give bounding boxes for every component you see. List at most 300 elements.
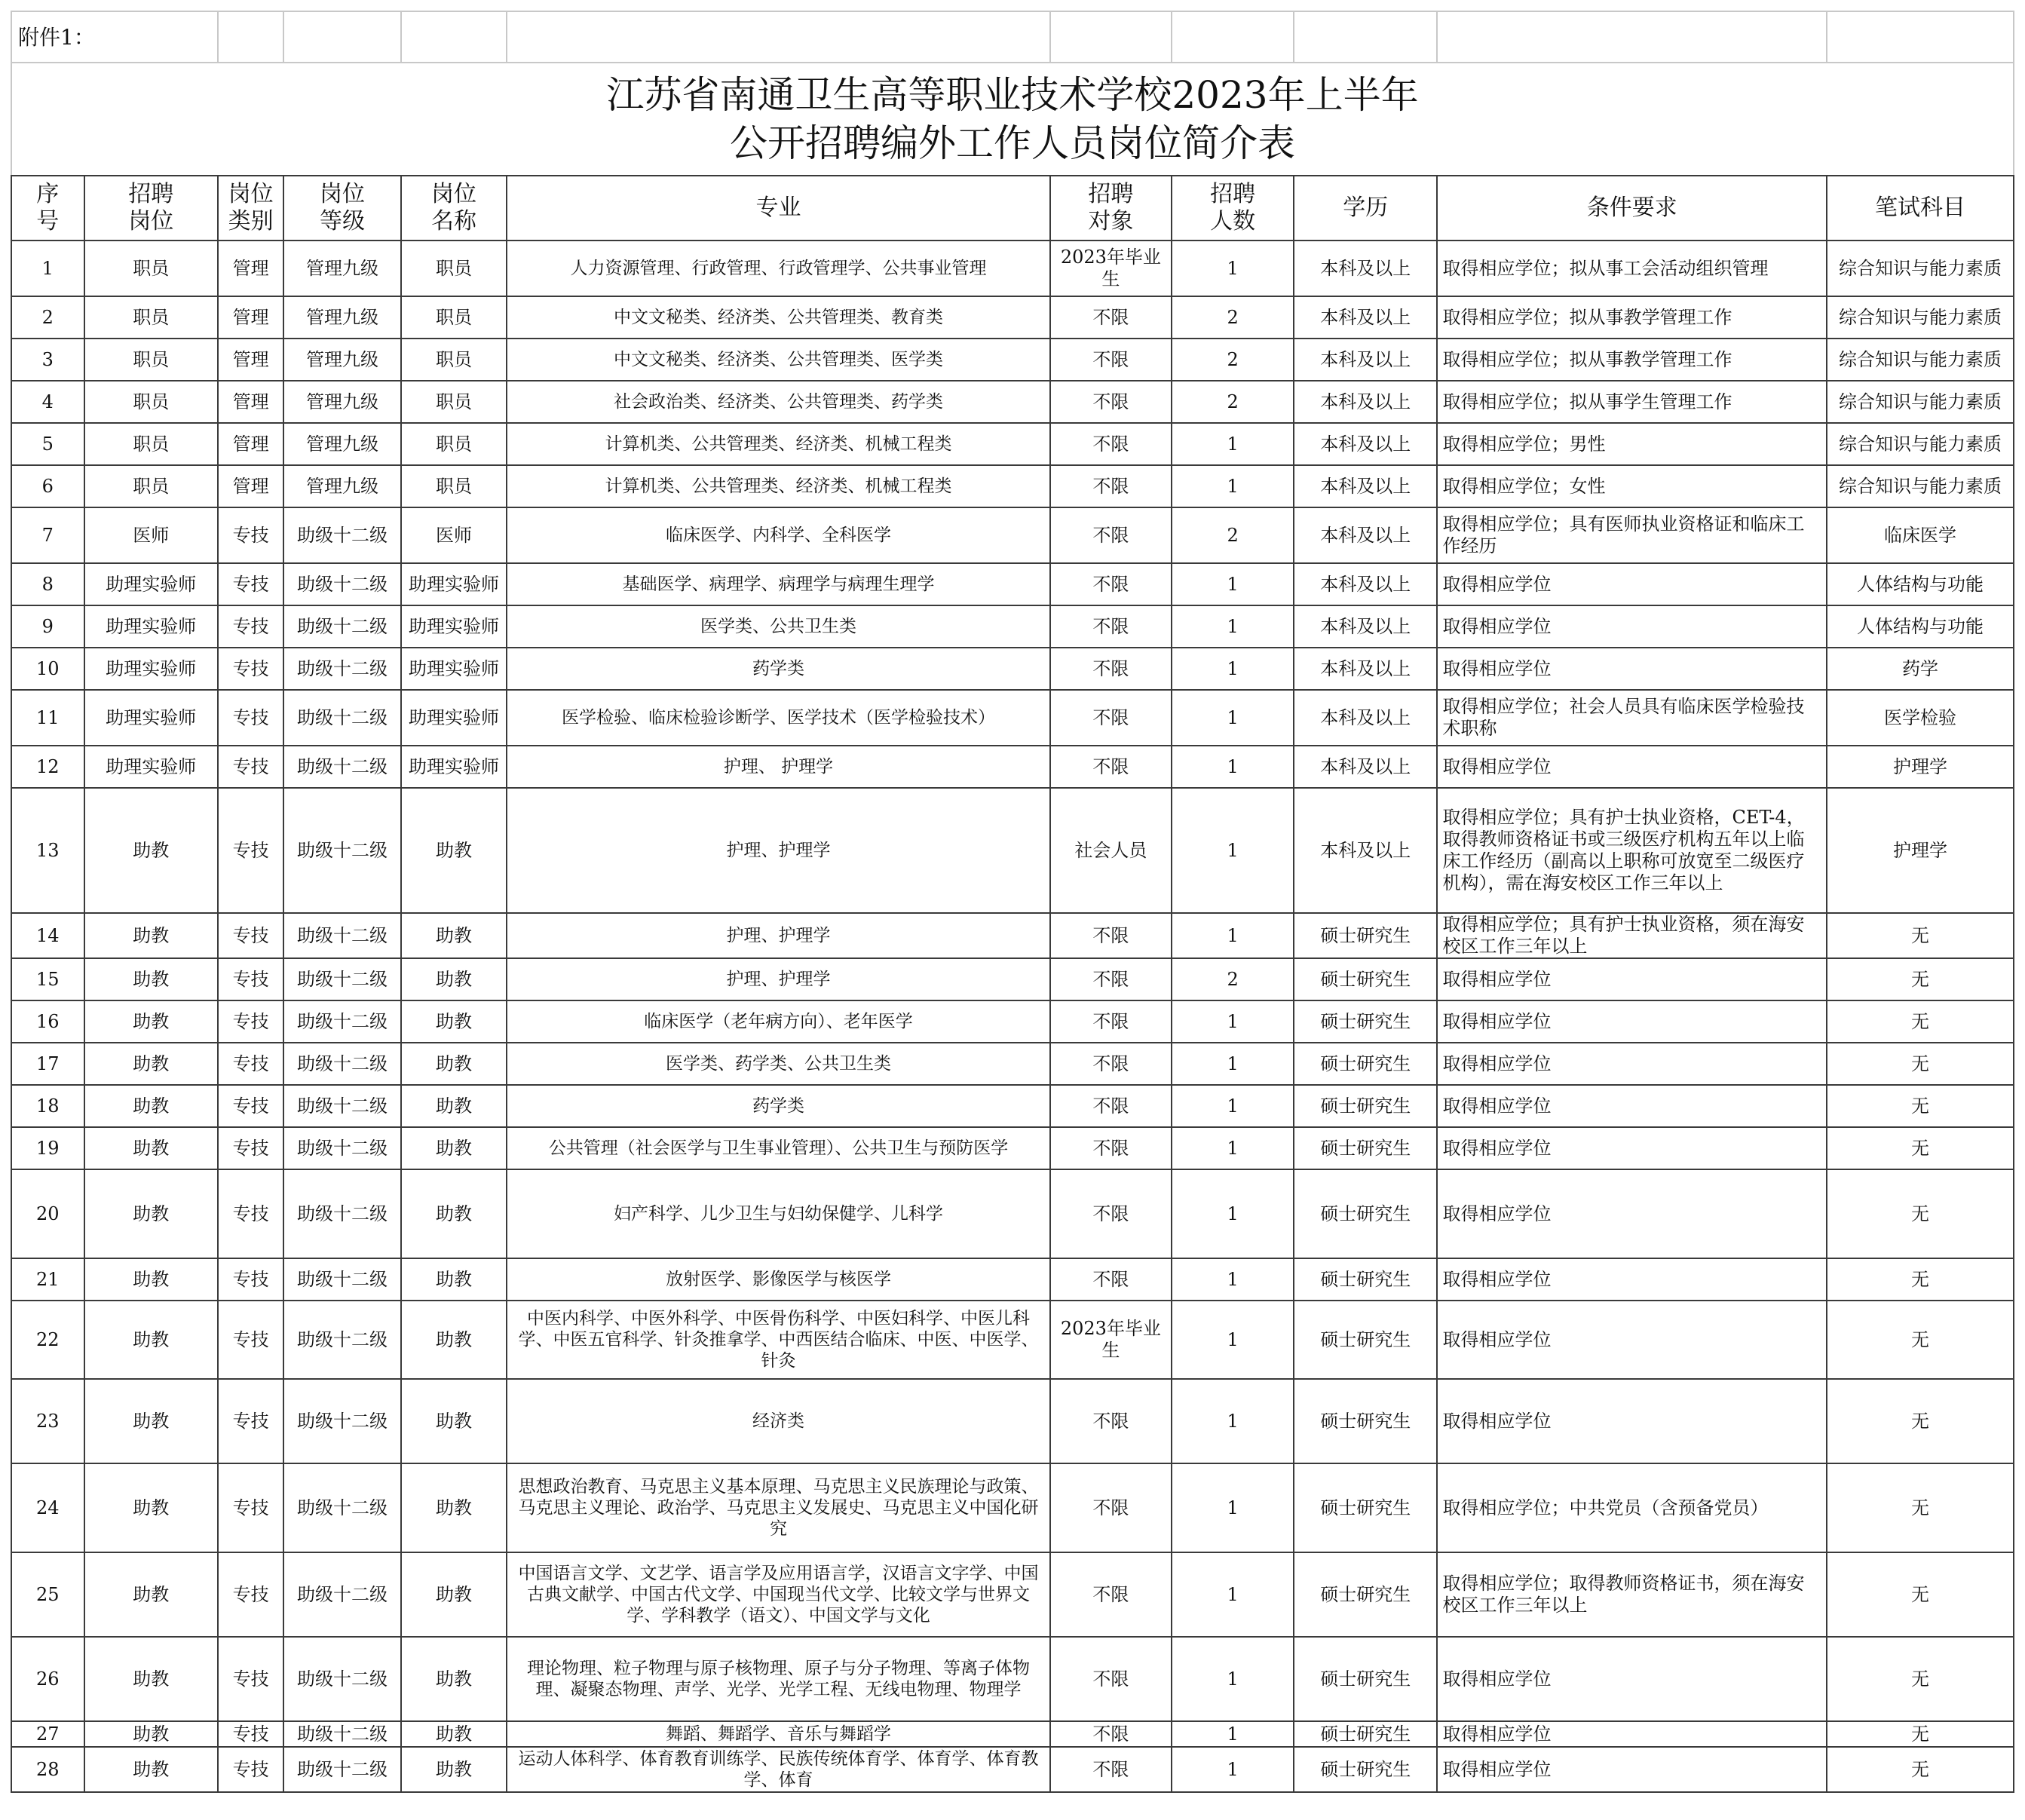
cell-target: 不限 — [1050, 465, 1172, 507]
cell-major: 计算机类、公共管理类、经济类、机械工程类 — [507, 465, 1049, 507]
cell-grade: 管理九级 — [283, 423, 400, 465]
cell-exam: 无 — [1827, 1000, 2014, 1043]
cell-exam: 人体结构与功能 — [1827, 563, 2014, 605]
cell-name: 职员 — [401, 423, 507, 465]
cell-category: 管理 — [218, 339, 283, 381]
cell-exam: 综合知识与能力素质 — [1827, 423, 2014, 465]
cell-no: 3 — [11, 339, 84, 381]
cell-no: 20 — [11, 1169, 84, 1258]
cell-education: 本科及以上 — [1294, 296, 1437, 339]
cell-education: 硕士研究生 — [1294, 1463, 1437, 1552]
cell-no: 23 — [11, 1379, 84, 1463]
cell-category: 专技 — [218, 648, 283, 690]
cell-name: 助教 — [401, 958, 507, 1000]
cell-no: 24 — [11, 1463, 84, 1552]
cell-grade: 助级十二级 — [283, 605, 400, 648]
cell-major: 理论物理、粒子物理与原子核物理、原子与分子物理、等离子体物理、凝聚态物理、声学、光学、光学工程、无线电物理、物理学 — [507, 1637, 1049, 1721]
cell-no: 19 — [11, 1127, 84, 1169]
cell-count: 1 — [1172, 1301, 1294, 1379]
cell-target: 不限 — [1050, 1747, 1172, 1792]
cell-no: 6 — [11, 465, 84, 507]
cell-post: 职员 — [84, 296, 218, 339]
cell-education: 本科及以上 — [1294, 648, 1437, 690]
cell-requirements: 取得相应学位 — [1437, 648, 1827, 690]
title-row — [11, 63, 2014, 176]
cell-target: 不限 — [1050, 1043, 1172, 1085]
cell-category: 专技 — [218, 1169, 283, 1258]
cell-exam: 综合知识与能力素质 — [1827, 241, 2014, 296]
recruitment-table-sheet — [11, 11, 2014, 1793]
header-row — [11, 176, 2014, 241]
cell-name: 助教 — [401, 1747, 507, 1792]
cell-count: 1 — [1172, 241, 1294, 296]
table-row — [11, 913, 2014, 958]
cell-requirements: 取得相应学位；取得教师资格证书，须在海安校区工作三年以上 — [1437, 1552, 1827, 1637]
table-row — [11, 1637, 2014, 1721]
cell-education: 本科及以上 — [1294, 563, 1437, 605]
cell-no: 28 — [11, 1747, 84, 1792]
cell-target: 不限 — [1050, 1379, 1172, 1463]
cell-requirements: 取得相应学位；具有医师执业资格证和临床工作经历 — [1437, 507, 1827, 563]
cell-target: 不限 — [1050, 1258, 1172, 1301]
cell-education: 硕士研究生 — [1294, 1721, 1437, 1747]
cell-category: 专技 — [218, 1463, 283, 1552]
cell-requirements: 取得相应学位 — [1437, 1085, 1827, 1127]
cell-requirements: 取得相应学位 — [1437, 1000, 1827, 1043]
header-exam: 笔试科目 — [1827, 176, 2014, 241]
cell-count: 2 — [1172, 507, 1294, 563]
cell-requirements: 取得相应学位 — [1437, 1637, 1827, 1721]
cell-grade: 助级十二级 — [283, 1000, 400, 1043]
cell-major: 舞蹈、舞蹈学、音乐与舞蹈学 — [507, 1721, 1049, 1747]
cell-exam: 无 — [1827, 1258, 2014, 1301]
cell-major: 药学类 — [507, 1085, 1049, 1127]
cell-target: 社会人员 — [1050, 788, 1172, 913]
cell-post: 助教 — [84, 1552, 218, 1637]
cell-grade: 管理九级 — [283, 241, 400, 296]
cell-major: 护理、护理学 — [507, 913, 1049, 958]
cell-count: 1 — [1172, 563, 1294, 605]
cell-category: 专技 — [218, 1000, 283, 1043]
cell-education: 本科及以上 — [1294, 788, 1437, 913]
cell-major: 护理、护理学 — [507, 788, 1049, 913]
cell-education: 本科及以上 — [1294, 339, 1437, 381]
cell-post: 助理实验师 — [84, 563, 218, 605]
cell-grade: 助级十二级 — [283, 1552, 400, 1637]
cell-count: 2 — [1172, 339, 1294, 381]
table-row — [11, 746, 2014, 788]
cell-name: 职员 — [401, 339, 507, 381]
cell-requirements: 取得相应学位；拟从事教学管理工作 — [1437, 296, 1827, 339]
cell-target: 不限 — [1050, 605, 1172, 648]
cell-education: 硕士研究生 — [1294, 1043, 1437, 1085]
cell-grade: 助级十二级 — [283, 958, 400, 1000]
table-row — [11, 1747, 2014, 1792]
cell-category: 专技 — [218, 507, 283, 563]
cell-requirements: 取得相应学位 — [1437, 1258, 1827, 1301]
cell-count: 2 — [1172, 958, 1294, 1000]
cell-name: 助教 — [401, 1127, 507, 1169]
cell-category: 专技 — [218, 913, 283, 958]
cell-requirements: 取得相应学位 — [1437, 605, 1827, 648]
cell-name: 职员 — [401, 241, 507, 296]
cell-grade: 助级十二级 — [283, 563, 400, 605]
title-line-1: 江苏省南通卫生高等职业技术学校2023年上半年 — [606, 73, 1419, 117]
cell-exam: 人体结构与功能 — [1827, 605, 2014, 648]
cell-count: 1 — [1172, 913, 1294, 958]
cell-name: 助教 — [401, 1258, 507, 1301]
cell-count: 1 — [1172, 1085, 1294, 1127]
cell-exam: 临床医学 — [1827, 507, 2014, 563]
cell-education: 本科及以上 — [1294, 423, 1437, 465]
cell-count: 1 — [1172, 423, 1294, 465]
cell-education: 本科及以上 — [1294, 605, 1437, 648]
cell-post: 助教 — [84, 1258, 218, 1301]
cell-category: 专技 — [218, 605, 283, 648]
cell-exam: 无 — [1827, 1552, 2014, 1637]
cell-no: 22 — [11, 1301, 84, 1379]
cell-post: 助理实验师 — [84, 690, 218, 746]
table-row — [11, 605, 2014, 648]
cell-target: 不限 — [1050, 648, 1172, 690]
cell-education: 本科及以上 — [1294, 381, 1437, 423]
table-row — [11, 1043, 2014, 1085]
cell-grade: 助级十二级 — [283, 1258, 400, 1301]
cell-name: 助教 — [401, 1301, 507, 1379]
table-row — [11, 1258, 2014, 1301]
cell-post: 职员 — [84, 381, 218, 423]
cell-no: 26 — [11, 1637, 84, 1721]
cell-education: 硕士研究生 — [1294, 1258, 1437, 1301]
cell-post: 助教 — [84, 1127, 218, 1169]
table-row — [11, 465, 2014, 507]
cell-name: 助教 — [401, 1000, 507, 1043]
cell-count: 1 — [1172, 1043, 1294, 1085]
table-row — [11, 1085, 2014, 1127]
cell-exam: 无 — [1827, 1463, 2014, 1552]
cell-category: 专技 — [218, 1379, 283, 1463]
cell-grade: 助级十二级 — [283, 1127, 400, 1169]
cell-name: 职员 — [401, 465, 507, 507]
cell-education: 硕士研究生 — [1294, 1169, 1437, 1258]
cell-grade: 助级十二级 — [283, 1637, 400, 1721]
cell-post: 职员 — [84, 423, 218, 465]
cell-category: 专技 — [218, 1043, 283, 1085]
cell-no: 21 — [11, 1258, 84, 1301]
cell-post: 助教 — [84, 913, 218, 958]
header-requirements: 条件要求 — [1437, 176, 1827, 241]
cell-exam: 无 — [1827, 958, 2014, 1000]
cell-category: 管理 — [218, 465, 283, 507]
table-row — [11, 1169, 2014, 1258]
cell-category: 专技 — [218, 563, 283, 605]
cell-education: 本科及以上 — [1294, 241, 1437, 296]
cell-major: 护理、 护理学 — [507, 746, 1049, 788]
cell-grade: 助级十二级 — [283, 1301, 400, 1379]
cell-education: 硕士研究生 — [1294, 1085, 1437, 1127]
title-line-2: 公开招聘编外工作人员岗位简介表 — [730, 121, 1295, 165]
cell-major: 经济类 — [507, 1379, 1049, 1463]
cell-name: 助教 — [401, 1043, 507, 1085]
cell-education: 硕士研究生 — [1294, 913, 1437, 958]
cell-exam: 无 — [1827, 1747, 2014, 1792]
cell-requirements: 取得相应学位 — [1437, 563, 1827, 605]
cell-major: 社会政治类、经济类、公共管理类、药学类 — [507, 381, 1049, 423]
cell-requirements: 取得相应学位；女性 — [1437, 465, 1827, 507]
cell-exam: 护理学 — [1827, 788, 2014, 913]
cell-major: 护理、护理学 — [507, 958, 1049, 1000]
cell-count: 1 — [1172, 788, 1294, 913]
cell-requirements: 取得相应学位；拟从事工会活动组织管理 — [1437, 241, 1827, 296]
cell-post: 助教 — [84, 1747, 218, 1792]
table-row — [11, 241, 2014, 296]
cell-name: 助理实验师 — [401, 648, 507, 690]
header-grade: 岗位 等级 — [283, 176, 400, 241]
cell-education: 硕士研究生 — [1294, 1301, 1437, 1379]
cell-name: 助教 — [401, 788, 507, 913]
cell-count: 1 — [1172, 1463, 1294, 1552]
cell-major: 中医内科学、中医外科学、中医骨伤科学、中医妇科学、中医儿科学、中医五官科学、针灸推拿学、中西医结合临床、中医、中医学、针灸 — [507, 1301, 1049, 1379]
cell-target: 2023年毕业生 — [1050, 241, 1172, 296]
cell-major: 放射医学、影像医学与核医学 — [507, 1258, 1049, 1301]
cell-target: 不限 — [1050, 690, 1172, 746]
cell-exam: 无 — [1827, 1721, 2014, 1747]
cell-count: 1 — [1172, 648, 1294, 690]
cell-major: 中文文秘类、经济类、公共管理类、教育类 — [507, 296, 1049, 339]
cell-count: 1 — [1172, 605, 1294, 648]
cell-post: 职员 — [84, 465, 218, 507]
table-row — [11, 296, 2014, 339]
table-row — [11, 423, 2014, 465]
cell-major: 运动人体科学、体育教育训练学、民族传统体育学、体育学、体育教学、体育 — [507, 1747, 1049, 1792]
cell-grade: 助级十二级 — [283, 1169, 400, 1258]
cell-exam: 综合知识与能力素质 — [1827, 381, 2014, 423]
cell-exam: 无 — [1827, 913, 2014, 958]
cell-no: 7 — [11, 507, 84, 563]
cell-target: 不限 — [1050, 1000, 1172, 1043]
cell-requirements: 取得相应学位 — [1437, 1169, 1827, 1258]
cell-category: 专技 — [218, 1721, 283, 1747]
cell-target: 不限 — [1050, 1721, 1172, 1747]
cell-name: 助教 — [401, 1637, 507, 1721]
cell-education: 本科及以上 — [1294, 746, 1437, 788]
cell-education: 硕士研究生 — [1294, 1637, 1437, 1721]
cell-post: 助教 — [84, 788, 218, 913]
cell-name: 职员 — [401, 296, 507, 339]
page-title — [11, 63, 2014, 176]
cell-no: 12 — [11, 746, 84, 788]
cell-grade: 助级十二级 — [283, 1463, 400, 1552]
cell-no: 17 — [11, 1043, 84, 1085]
cell-grade: 助级十二级 — [283, 690, 400, 746]
cell-grade: 助级十二级 — [283, 1085, 400, 1127]
header-target: 招聘 对象 — [1050, 176, 1172, 241]
cell-grade: 助级十二级 — [283, 1747, 400, 1792]
cell-grade: 管理九级 — [283, 296, 400, 339]
cell-category: 专技 — [218, 1301, 283, 1379]
cell-target: 不限 — [1050, 1169, 1172, 1258]
cell-target: 不限 — [1050, 1085, 1172, 1127]
cell-target: 不限 — [1050, 381, 1172, 423]
cell-count: 2 — [1172, 296, 1294, 339]
table-row — [11, 339, 2014, 381]
cell-major: 中国语言文学、文艺学、语言学及应用语言学，汉语言文字学、中国古典文献学、中国古代文学、中国现当代文学、比较文学与世界文学、学科教学（语文）、中国文学与文化 — [507, 1552, 1049, 1637]
cell-grade: 助级十二级 — [283, 1043, 400, 1085]
cell-post: 助教 — [84, 1301, 218, 1379]
cell-count: 1 — [1172, 1169, 1294, 1258]
cell-count: 1 — [1172, 1721, 1294, 1747]
cell-major: 临床医学、内科学、全科医学 — [507, 507, 1049, 563]
table-row — [11, 1127, 2014, 1169]
cell-requirements: 取得相应学位；社会人员具有临床医学检验技术职称 — [1437, 690, 1827, 746]
cell-education: 本科及以上 — [1294, 465, 1437, 507]
table-row — [11, 788, 2014, 913]
cell-requirements: 取得相应学位 — [1437, 1721, 1827, 1747]
cell-post: 助教 — [84, 1721, 218, 1747]
cell-name: 助理实验师 — [401, 690, 507, 746]
cell-name: 职员 — [401, 381, 507, 423]
table-row — [11, 1000, 2014, 1043]
cell-category: 专技 — [218, 1747, 283, 1792]
cell-count: 1 — [1172, 465, 1294, 507]
cell-category: 专技 — [218, 1258, 283, 1301]
cell-grade: 助级十二级 — [283, 746, 400, 788]
cell-count: 1 — [1172, 1000, 1294, 1043]
cell-no: 1 — [11, 241, 84, 296]
cell-grade: 助级十二级 — [283, 648, 400, 690]
table-row — [11, 507, 2014, 563]
cell-exam: 无 — [1827, 1379, 2014, 1463]
cell-education: 硕士研究生 — [1294, 958, 1437, 1000]
cell-requirements: 取得相应学位 — [1437, 1747, 1827, 1792]
cell-target: 不限 — [1050, 296, 1172, 339]
cell-category: 管理 — [218, 381, 283, 423]
table-row — [11, 1379, 2014, 1463]
cell-education: 硕士研究生 — [1294, 1552, 1437, 1637]
cell-post: 助理实验师 — [84, 746, 218, 788]
cell-grade: 助级十二级 — [283, 1721, 400, 1747]
cell-name: 助教 — [401, 1552, 507, 1637]
cell-count: 2 — [1172, 381, 1294, 423]
cell-post: 助理实验师 — [84, 648, 218, 690]
cell-category: 专技 — [218, 1085, 283, 1127]
table-row — [11, 958, 2014, 1000]
cell-grade: 管理九级 — [283, 465, 400, 507]
cell-exam: 无 — [1827, 1085, 2014, 1127]
cell-target: 不限 — [1050, 339, 1172, 381]
cell-grade: 管理九级 — [283, 381, 400, 423]
cell-category: 管理 — [218, 241, 283, 296]
cell-major: 人力资源管理、行政管理、行政管理学、公共事业管理 — [507, 241, 1049, 296]
cell-post: 职员 — [84, 241, 218, 296]
cell-name: 助教 — [401, 1085, 507, 1127]
cell-post: 职员 — [84, 339, 218, 381]
cell-no: 18 — [11, 1085, 84, 1127]
cell-count: 1 — [1172, 1127, 1294, 1169]
cell-requirements: 取得相应学位 — [1437, 1127, 1827, 1169]
cell-exam: 综合知识与能力素质 — [1827, 465, 2014, 507]
table-row — [11, 648, 2014, 690]
cell-major: 公共管理（社会医学与卫生事业管理）、公共卫生与预防医学 — [507, 1127, 1049, 1169]
header-major: 专业 — [507, 176, 1049, 241]
header-name: 岗位 名称 — [401, 176, 507, 241]
cell-exam: 无 — [1827, 1127, 2014, 1169]
cell-post: 助教 — [84, 1463, 218, 1552]
cell-education: 硕士研究生 — [1294, 1379, 1437, 1463]
cell-category: 管理 — [218, 296, 283, 339]
cell-no: 27 — [11, 1721, 84, 1747]
cell-grade: 管理九级 — [283, 339, 400, 381]
cell-requirements: 取得相应学位 — [1437, 746, 1827, 788]
table-row — [11, 1552, 2014, 1637]
cell-exam: 药学 — [1827, 648, 2014, 690]
cell-major: 医学检验、临床检验诊断学、医学技术（医学检验技术） — [507, 690, 1049, 746]
cell-category: 专技 — [218, 1127, 283, 1169]
cell-name: 助教 — [401, 913, 507, 958]
cell-major: 计算机类、公共管理类、经济类、机械工程类 — [507, 423, 1049, 465]
cell-post: 医师 — [84, 507, 218, 563]
cell-name: 助理实验师 — [401, 746, 507, 788]
cell-name: 医师 — [401, 507, 507, 563]
cell-education: 硕士研究生 — [1294, 1747, 1437, 1792]
cell-requirements: 取得相应学位；具有护士执业资格，须在海安校区工作三年以上 — [1437, 913, 1827, 958]
cell-no: 2 — [11, 296, 84, 339]
cell-grade: 助级十二级 — [283, 913, 400, 958]
cell-grade: 助级十二级 — [283, 507, 400, 563]
cell-category: 专技 — [218, 1637, 283, 1721]
cell-target: 不限 — [1050, 563, 1172, 605]
cell-no: 15 — [11, 958, 84, 1000]
table-row — [11, 1463, 2014, 1552]
cell-post: 助教 — [84, 1085, 218, 1127]
cell-target: 2023年毕业生 — [1050, 1301, 1172, 1379]
cell-major: 基础医学、病理学、病理学与病理生理学 — [507, 563, 1049, 605]
cell-count: 1 — [1172, 1552, 1294, 1637]
cell-count: 1 — [1172, 1379, 1294, 1463]
cell-category: 专技 — [218, 1552, 283, 1637]
table-row — [11, 1721, 2014, 1747]
header-education: 学历 — [1294, 176, 1437, 241]
cell-post: 助教 — [84, 958, 218, 1000]
cell-no: 11 — [11, 690, 84, 746]
table-row — [11, 381, 2014, 423]
cell-target: 不限 — [1050, 958, 1172, 1000]
cell-category: 专技 — [218, 746, 283, 788]
cell-category: 专技 — [218, 788, 283, 913]
cell-requirements: 取得相应学位 — [1437, 1043, 1827, 1085]
cell-name: 助理实验师 — [401, 605, 507, 648]
cell-major: 医学类、公共卫生类 — [507, 605, 1049, 648]
cell-grade: 助级十二级 — [283, 788, 400, 913]
cell-no: 14 — [11, 913, 84, 958]
cell-post: 助教 — [84, 1379, 218, 1463]
cell-education: 本科及以上 — [1294, 690, 1437, 746]
cell-education: 硕士研究生 — [1294, 1127, 1437, 1169]
header-category: 岗位 类别 — [218, 176, 283, 241]
cell-count: 1 — [1172, 1747, 1294, 1792]
cell-requirements: 取得相应学位 — [1437, 1301, 1827, 1379]
cell-requirements: 取得相应学位；中共党员（含预备党员） — [1437, 1463, 1827, 1552]
cell-target: 不限 — [1050, 1552, 1172, 1637]
header-seq: 序 号 — [11, 176, 84, 241]
cell-major: 药学类 — [507, 648, 1049, 690]
cell-no: 4 — [11, 381, 84, 423]
cell-exam: 护理学 — [1827, 746, 2014, 788]
cell-category: 管理 — [218, 423, 283, 465]
cell-count: 1 — [1172, 746, 1294, 788]
cell-post: 助理实验师 — [84, 605, 218, 648]
cell-no: 5 — [11, 423, 84, 465]
